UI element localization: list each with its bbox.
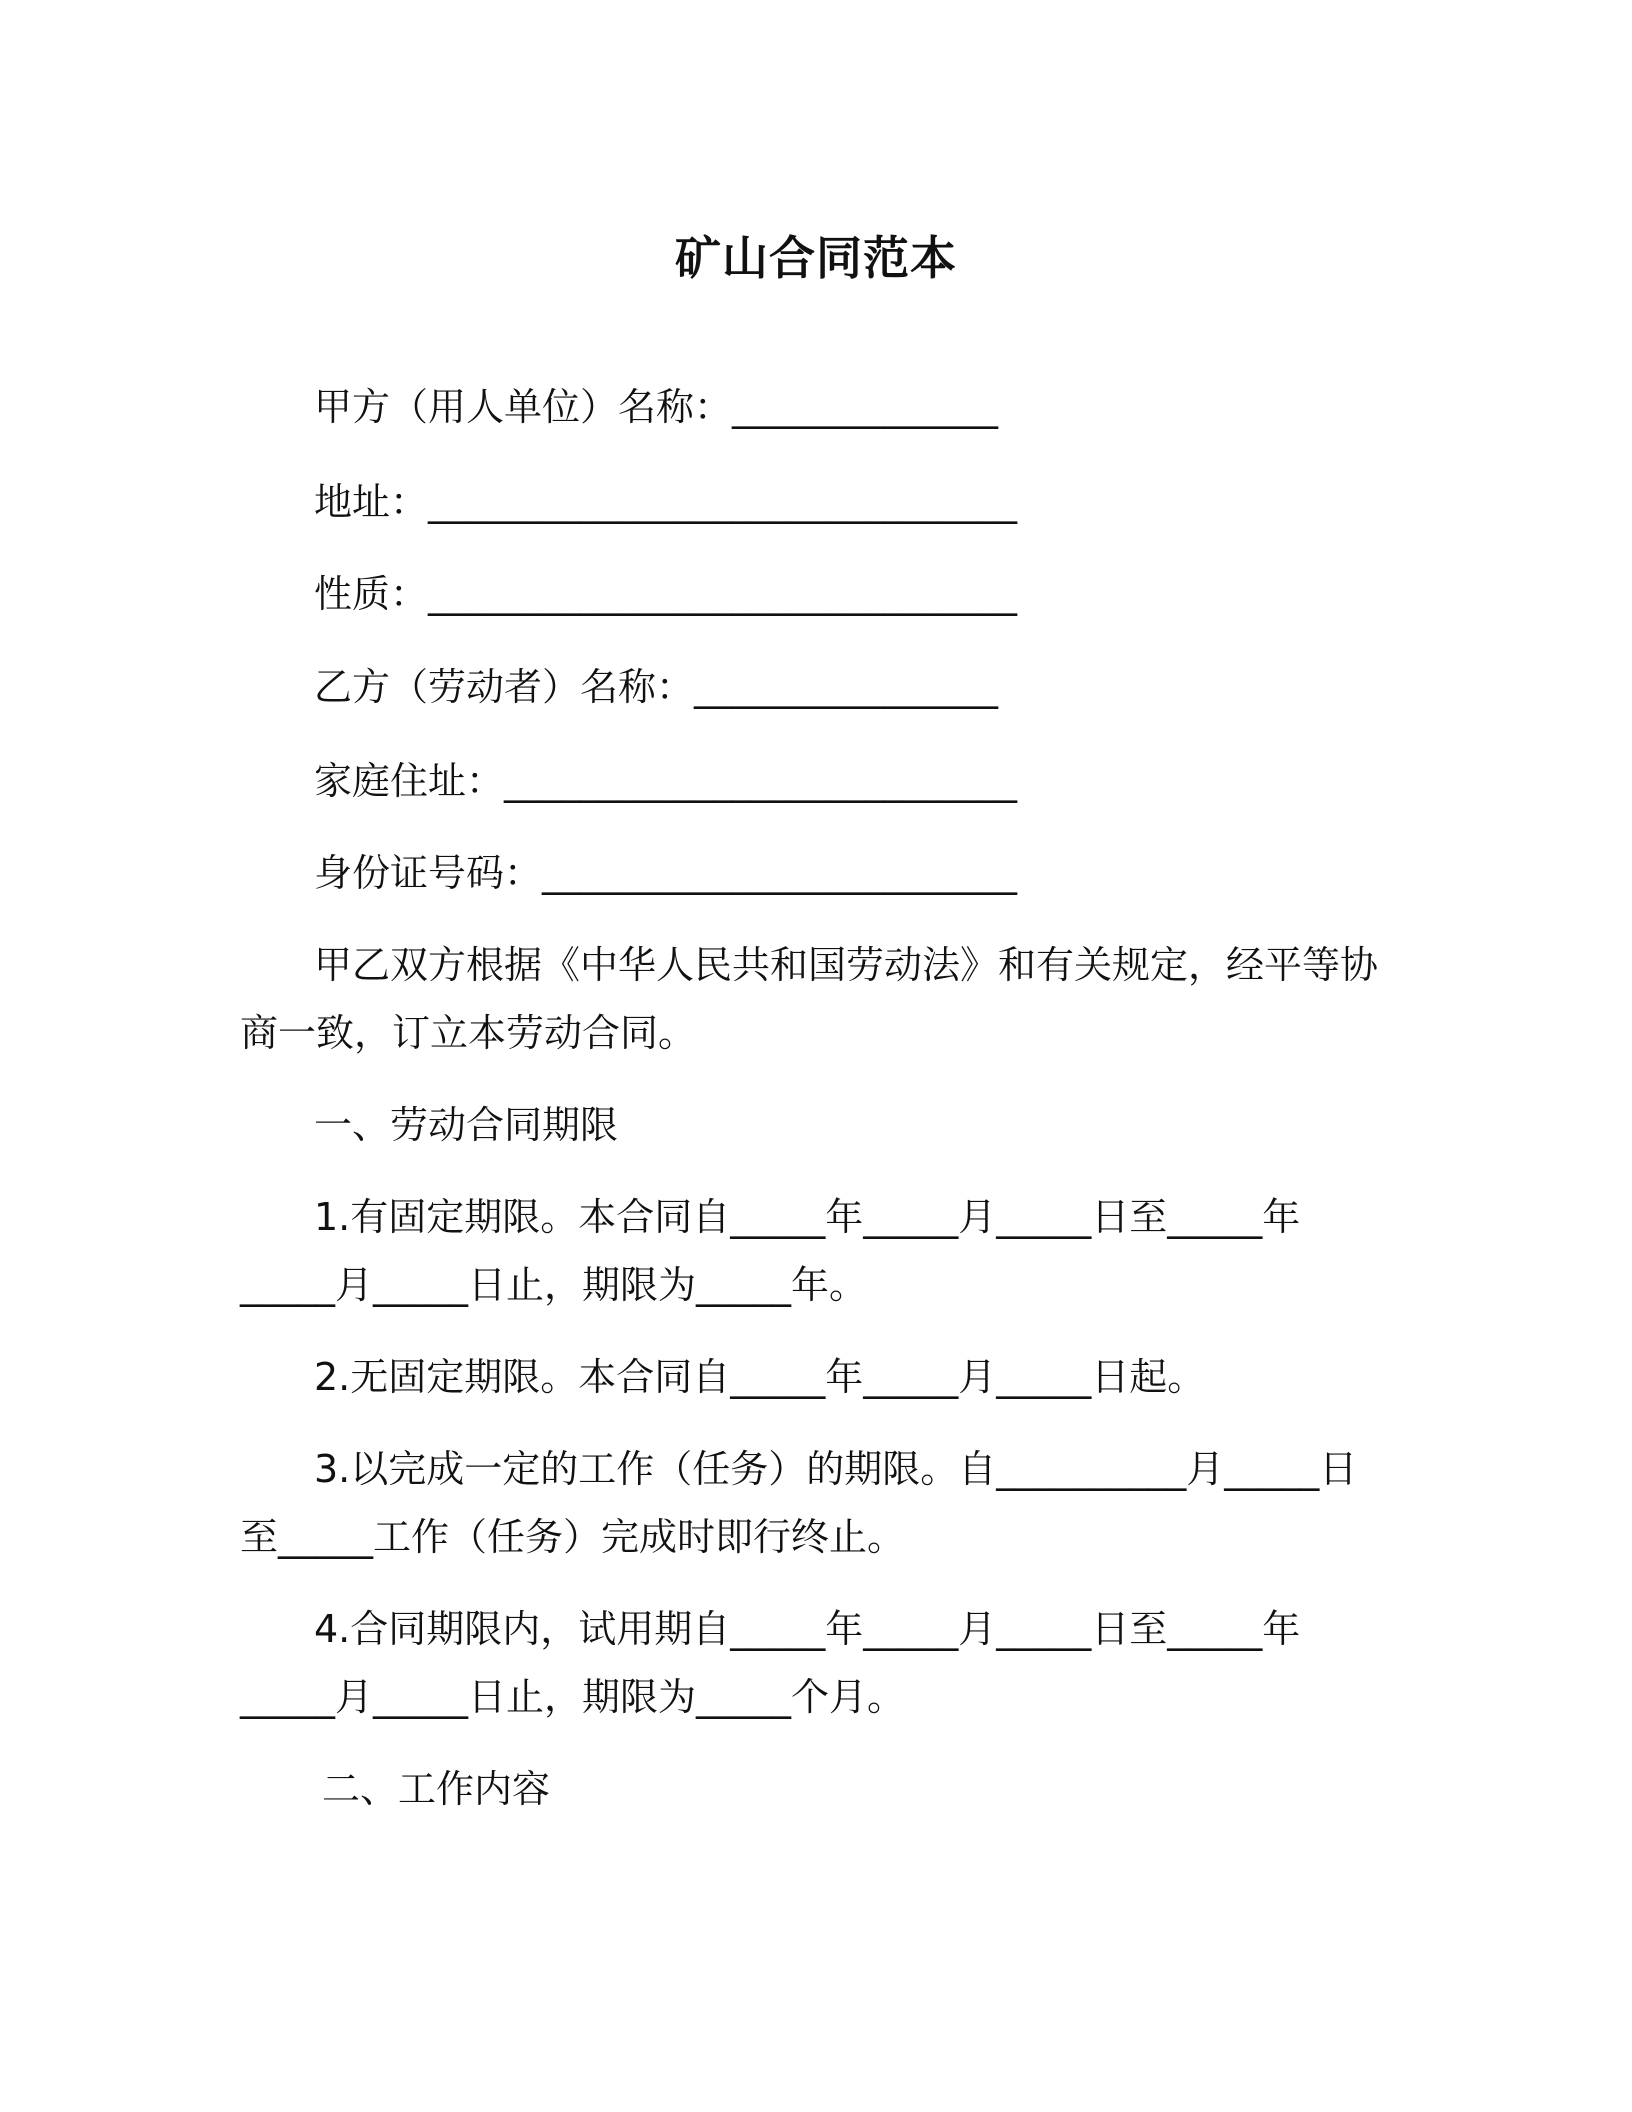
clause-2-line: 2.无固定期限。本合同自_____年_____月_____日起。 bbox=[314, 1355, 1206, 1399]
clause-4-line-1: 4.合同期限内，试用期自_____年_____月_____日至_____年 bbox=[314, 1607, 1301, 1651]
party-b-name-line: 乙方（劳动者）名称：________________ bbox=[314, 665, 999, 709]
party-a-address-line: 地址：_______________________________ bbox=[314, 480, 1018, 524]
clause-3-line-2: 至_____工作（任务）完成时即行终止。 bbox=[240, 1515, 906, 1559]
party-b-home-address-line: 家庭住址：___________________________ bbox=[314, 759, 1018, 803]
document-title: 矿山合同范本 bbox=[675, 231, 957, 285]
preamble-line-2: 商一致，订立本劳动合同。 bbox=[240, 1011, 697, 1055]
preamble-line-1: 甲乙双方根据《中华人民共和国劳动法》和有关规定，经平等协 bbox=[314, 943, 1379, 987]
section-2-heading: 二、工作内容 bbox=[322, 1767, 551, 1811]
clause-1-line-2: _____月_____日止，期限为_____年。 bbox=[240, 1263, 868, 1307]
clause-3-line-1: 3.以完成一定的工作（任务）的期限。自__________月_____日 bbox=[314, 1447, 1358, 1491]
clause-4-line-2: _____月_____日止，期限为_____个月。 bbox=[240, 1675, 906, 1719]
party-a-name-line: 甲方（用人单位）名称：______________ bbox=[314, 385, 999, 429]
section-1-heading: 一、劳动合同期限 bbox=[314, 1103, 619, 1147]
party-b-id-number-line: 身份证号码：_________________________ bbox=[314, 851, 1018, 895]
clause-1-line-1: 1.有固定期限。本合同自_____年_____月_____日至_____年 bbox=[314, 1195, 1301, 1239]
party-a-nature-line: 性质：_______________________________ bbox=[314, 572, 1018, 616]
